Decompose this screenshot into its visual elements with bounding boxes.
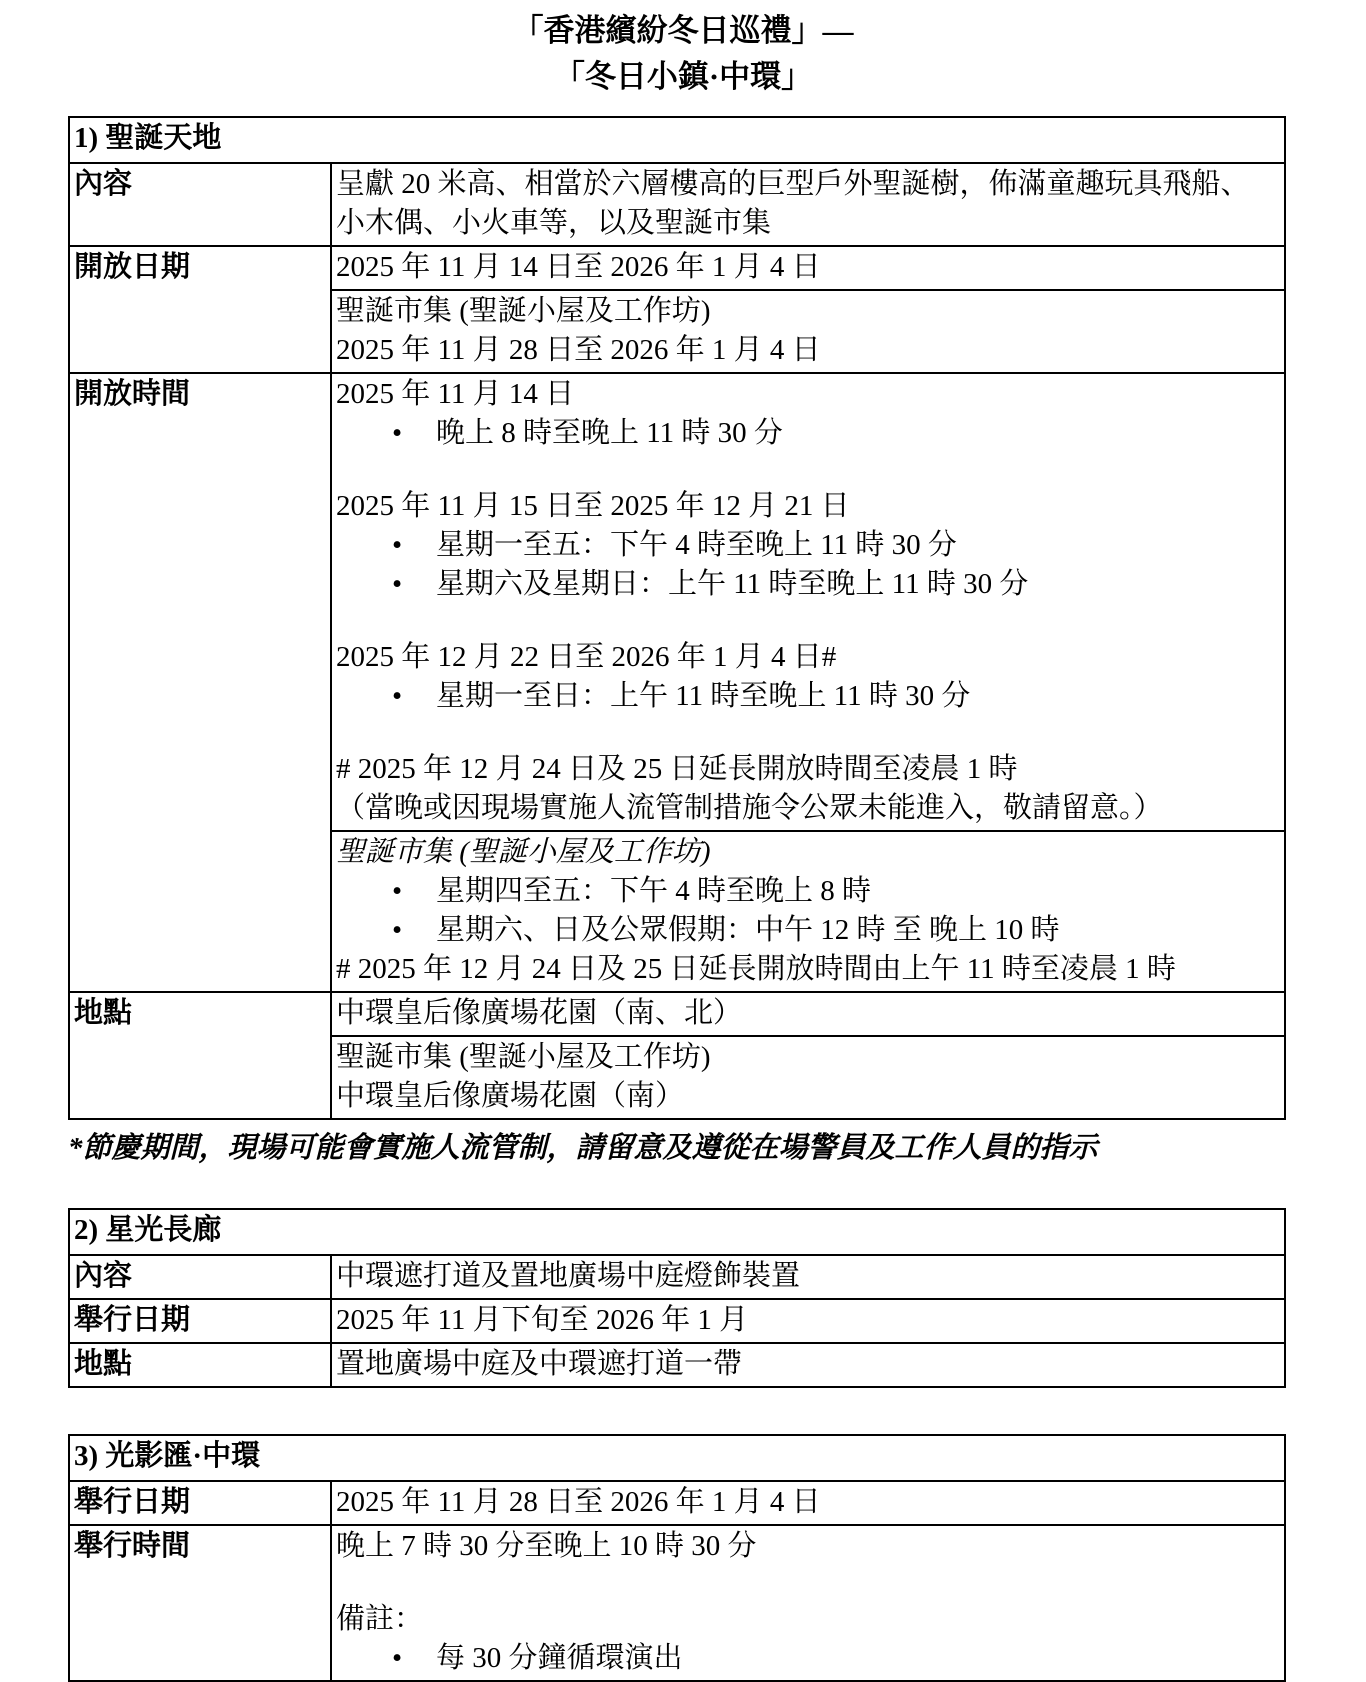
row-label-content: 內容: [69, 1255, 331, 1299]
section-3-title: 3) 光影匯·中環: [69, 1435, 1285, 1481]
document-title-line2: 「冬日小鎮·中環」: [553, 59, 813, 94]
hours-period-3-bullet-1: [336, 677, 1278, 716]
document-title: [0, 0, 1366, 100]
content-text-cell: 中環遮打道及置地廣場中庭燈飾裝置: [331, 1255, 1285, 1299]
location-main-cell: 中環皇后像廣場花園（南、北）: [331, 992, 1285, 1036]
market-location-text: 中環皇后像廣場花園（南）: [336, 1080, 685, 1112]
bullet-icon: •: [392, 417, 403, 449]
bullet-text: 星期一至五：下午 4 時至晚上 11 時 30 分: [436, 529, 957, 561]
section-1-container: [0, 116, 1366, 1168]
remarks-bullet-1: [336, 1639, 1278, 1678]
table-row: [69, 1435, 1285, 1481]
event-dates-cell: 2025 年 11 月下旬至 2026 年 1 月: [331, 1299, 1285, 1343]
table-row: [69, 1255, 1285, 1299]
row-label-open-dates: 開放日期: [69, 246, 331, 373]
hours-period-2-bullet-2: [336, 565, 1278, 604]
bullet-text: 星期六及星期日：上午 11 時至晚上 11 時 30 分: [436, 568, 1029, 600]
crowd-control-footnote: *節慶期間，現場可能會實施人流管制，請留意及遵從在場警員及工作人員的指示: [68, 1132, 1098, 1164]
bullet-text: 每 30 分鐘循環演出: [436, 1642, 683, 1674]
market-hours-title: 聖誕市集 (聖誕小屋及工作坊): [336, 836, 711, 868]
hours-period-1-bullet-1: [336, 414, 1278, 453]
lumiere-central-table: [68, 1434, 1286, 1682]
location-market-cell: [331, 1036, 1285, 1119]
row-label-open-hours: 開放時間: [69, 373, 331, 992]
market-hours-bullet-1: [336, 872, 1278, 911]
location-cell: 置地廣場中庭及中環遮打道一帶: [331, 1343, 1285, 1387]
hours-period-3-heading: 2025 年 12 月 22 日至 2026 年 1 月 4 日#: [336, 641, 837, 673]
remarks-label: 備註：: [336, 1603, 424, 1635]
event-time-cell: [331, 1525, 1285, 1681]
section-1-title: 1) 聖誕天地: [69, 117, 1285, 163]
hours-crowd-control-note: （當晚或因現場實施人流管制措施令公眾未能進入，敬請留意。）: [336, 792, 1163, 824]
table-row: [69, 1209, 1285, 1255]
open-dates-main-cell: 2025 年 11 月 14 日至 2026 年 1 月 4 日: [331, 246, 1285, 290]
bullet-text: 星期四至五：下午 4 時至晚上 8 時: [436, 875, 872, 907]
row-label-content: 內容: [69, 163, 331, 246]
section-2-title: 2) 星光長廊: [69, 1209, 1285, 1255]
hours-period-1-heading: 2025 年 11 月 14 日: [336, 378, 575, 410]
bullet-text: 晚上 8 時至晚上 11 時 30 分: [436, 417, 783, 449]
market-location-title: 聖誕市集 (聖誕小屋及工作坊): [336, 1041, 711, 1073]
gallery-of-stars-table: [68, 1208, 1286, 1388]
market-date-range: 2025 年 11 月 28 日至 2026 年 1 月 4 日: [336, 334, 821, 366]
table-row: [69, 117, 1285, 163]
bullet-icon: •: [392, 568, 403, 600]
table-row: [69, 1343, 1285, 1387]
open-hours-market-cell: [331, 831, 1285, 992]
market-hours-bullet-2: [336, 911, 1278, 950]
hours-period-2-bullet-1: [336, 526, 1278, 565]
bullet-icon: •: [392, 875, 403, 907]
row-label-event-dates: 舉行日期: [69, 1481, 331, 1525]
event-time-text: 晚上 7 時 30 分至晚上 10 時 30 分: [336, 1530, 757, 1562]
content-text-cell: 呈獻 20 米高、相當於六層樓高的巨型戶外聖誕樹，佈滿童趣玩具飛船、小木偶、小火車等，以及聖誕市集: [331, 163, 1285, 246]
row-label-event-time: 舉行時間: [69, 1525, 331, 1681]
open-hours-main-cell: [331, 373, 1285, 831]
christmas-wonderland-table: [68, 116, 1286, 1120]
bullet-text: 星期一至日：上午 11 時至晚上 11 時 30 分: [436, 680, 971, 712]
row-label-location: 地點: [69, 1343, 331, 1387]
bullet-icon: •: [392, 680, 403, 712]
table-row: [69, 992, 1285, 1036]
hours-extension-note: # 2025 年 12 月 24 日及 25 日延長開放時間至凌晨 1 時: [336, 753, 1018, 785]
market-title: 聖誕市集 (聖誕小屋及工作坊): [336, 295, 711, 327]
open-dates-market-cell: [331, 290, 1285, 373]
bullet-icon: •: [392, 914, 403, 946]
hours-period-2-heading: 2025 年 11 月 15 日至 2025 年 12 月 21 日: [336, 490, 850, 522]
section-3-container: [0, 1434, 1366, 1682]
market-hours-extension-note: # 2025 年 12 月 24 日及 25 日延長開放時間由上午 11 時至凌晨 1 時: [336, 953, 1176, 985]
table-row: [69, 1299, 1285, 1343]
table-row: [69, 1525, 1285, 1681]
event-dates-cell: 2025 年 11 月 28 日至 2026 年 1 月 4 日: [331, 1481, 1285, 1525]
section-2-container: [0, 1208, 1366, 1388]
table-row: [69, 246, 1285, 290]
table-row: [69, 373, 1285, 831]
bullet-icon: •: [392, 1642, 403, 1674]
row-label-location: 地點: [69, 992, 331, 1119]
table-row: [69, 1481, 1285, 1525]
bullet-text: 星期六、日及公眾假期：中午 12 時 至 晚上 10 時: [436, 914, 1060, 946]
document-title-line1: 「香港繽紛冬日巡禮」—: [512, 13, 854, 48]
row-label-event-dates: 舉行日期: [69, 1299, 331, 1343]
bullet-icon: •: [392, 529, 403, 561]
table-row: [69, 163, 1285, 246]
